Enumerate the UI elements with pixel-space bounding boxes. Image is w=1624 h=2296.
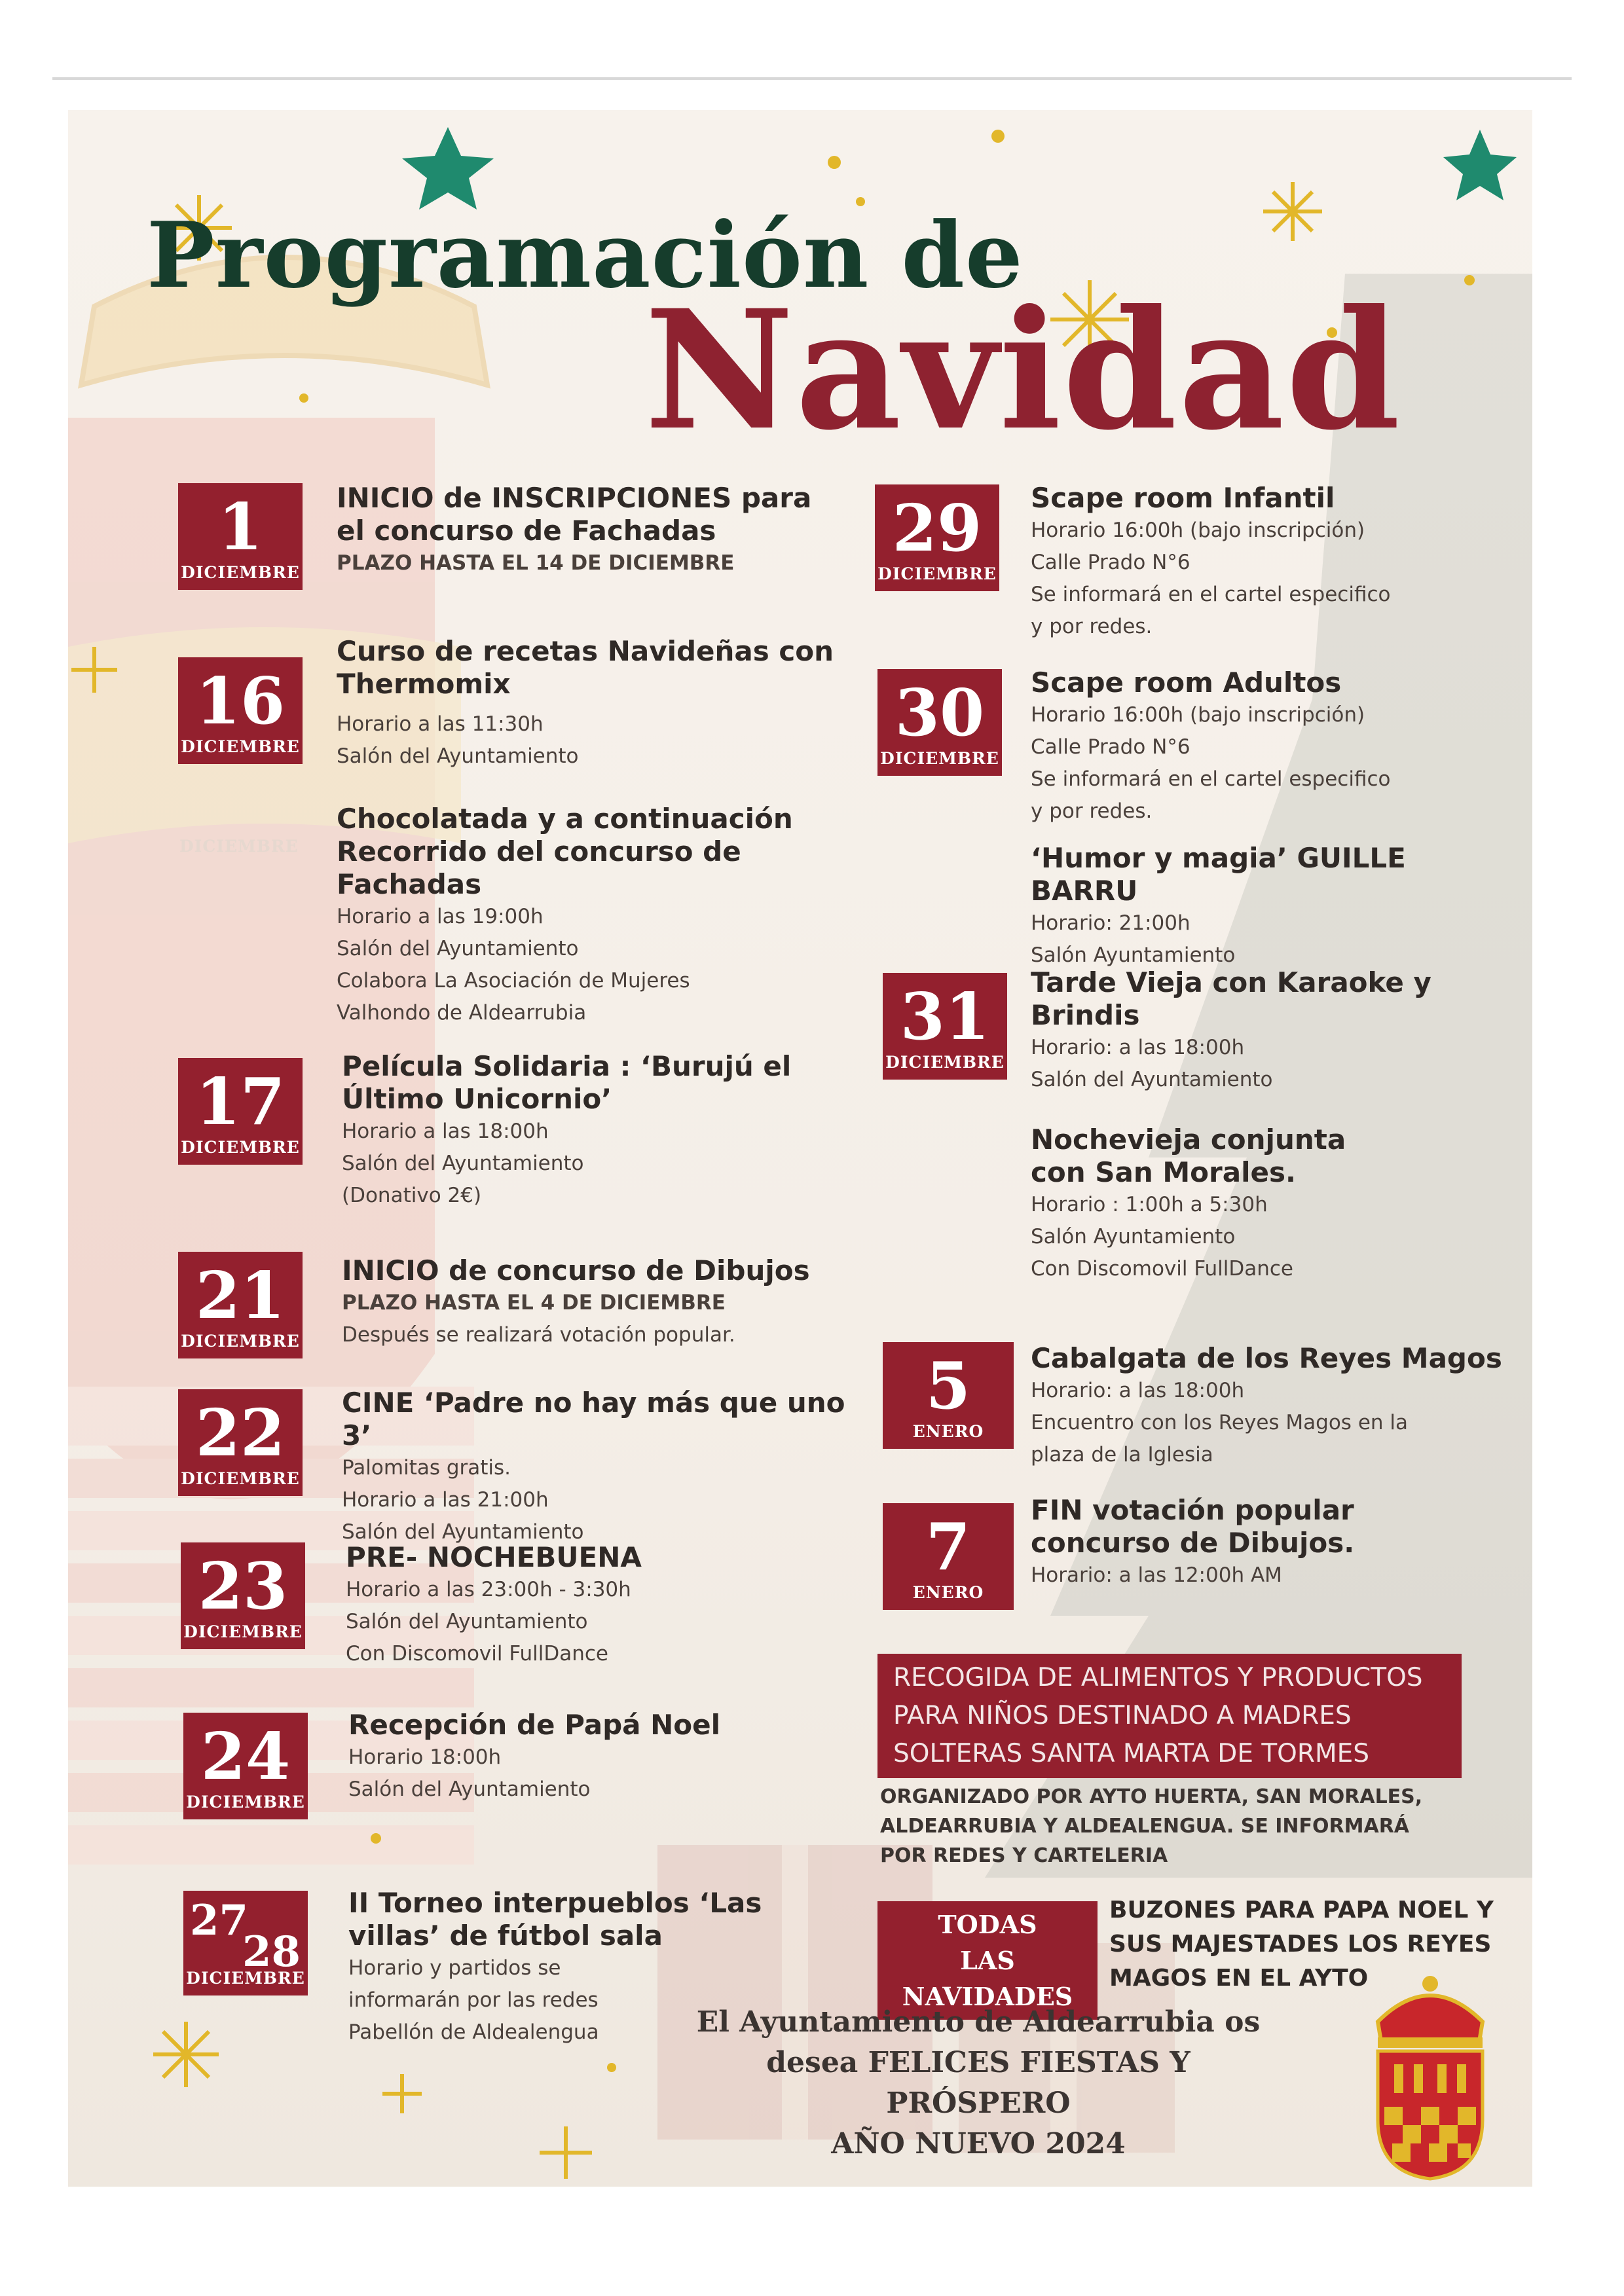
event-torneo-futbol-sala: II Torneo interpueblos ‘Las villas’ de fútbol sala Horario y partidos se informarán por las redes Pabellón de Aldealengua — [348, 1887, 762, 2044]
event-cabalgata-reyes-magos: Cabalgata de los Reyes Magos Horario: a las 18:00h Encuentro con los Reyes Magos en la plaza de la Iglesia — [1031, 1342, 1502, 1467]
poster — [68, 110, 1532, 2187]
event-chocolatada: Chocolatada y a continuación Recorrido del concurso de Fachadas Horario a las 19:00h Salón del Ayuntamiento Colabora La Asociación de Mujeres Valhondo de Aldearrubia — [337, 803, 793, 1025]
event-scape-room-adultos: Scape room Adultos Horario 16:00h (bajo inscripción) Calle Prado N°6 Se informará en el cartel especifico y por redes. — [1031, 666, 1391, 823]
recogida-alimentos-banner: RECOGIDA DE ALIMENTOS Y PRODUCTOS PARA NIÑOS DESTINADO A MADRES SOLTERAS SANTA MARTA DE TORMES — [877, 1654, 1462, 1778]
date-box-5-enero: 5 ENERO — [883, 1342, 1014, 1449]
date-box-1-diciembre: 1 DICIEMBRE — [178, 483, 303, 590]
faded-date-label: DICIEMBRE — [179, 837, 299, 856]
scan-border-line — [52, 77, 1572, 80]
event-recepcion-papa-noel: Recepción de Papá Noel Horario 18:00h Salón del Ayuntamiento — [348, 1709, 721, 1801]
buzones-text: BUZONES PARA PAPA NOEL Y SUS MAJESTADES LOS REYES MAGOS EN EL AYTO — [1109, 1897, 1494, 1992]
event-pelicula-solidaria: Película Solidaria : ‘Burujú el Último Unicornio’ Horario a las 18:00h Salón del Ayuntamiento (Donativo 2€) — [342, 1050, 792, 1207]
footer-greeting: El Ayuntamiento de Aldearrubia os desea FELICES FIESTAS Y PRÓSPERO AÑO NUEVO 2024 — [696, 2005, 1261, 2160]
date-box-31-diciembre: 31 DICIEMBRE — [883, 973, 1007, 1080]
date-box-30-diciembre: 30 DICIEMBRE — [877, 669, 1002, 776]
event-fin-votacion-popular: FIN votación popular concurso de Dibujos. Horario: a las 12:00h AM — [1031, 1494, 1355, 1587]
organizado-por-text: ORGANIZADO POR AYTO HUERTA, SAN MORALES, ALDEARRUBIA Y ALDEALENGUA. SE INFORMARÁ POR REDES Y CARTELERIA — [880, 1785, 1423, 1867]
star-icon-teal — [402, 127, 494, 210]
event-pre-nochebuena: PRE- NOCHEBUENA Horario a las 23:00h - 3:30h Salón del Ayuntamiento Con Discomovil FullDance — [346, 1541, 642, 1666]
event-inicio-concurso-dibujos: INICIO de concurso de Dibujos PLAZO HASTA EL 4 DE DICIEMBRE Después se realizará votación popular. — [342, 1254, 810, 1347]
event-inicio-inscripciones: INICIO de INSCRIPCIONES para el concurso de Fachadas PLAZO HASTA EL 14 DE DICIEMBRE — [337, 482, 812, 575]
event-tarde-vieja: Tarde Vieja con Karaoke y Brindis Horario: a las 18:00h Salón del Ayuntamiento — [1031, 966, 1431, 1091]
event-curso-recetas: Curso de recetas Navideñas con Thermomix Horario a las 11:30h Salón del Ayuntamiento — [337, 635, 834, 768]
star-icon-teal-right — [1443, 130, 1517, 200]
date-box-27-28-diciembre: 27 28 DICIEMBRE — [183, 1891, 308, 1995]
date-box-16-diciembre: 16 DICIEMBRE — [178, 657, 303, 764]
date-box-21-diciembre: 21 DICIEMBRE — [178, 1252, 303, 1358]
date-box-17-diciembre: 17 DICIEMBRE — [178, 1058, 303, 1165]
date-box-7-enero: 7 ENERO — [883, 1503, 1014, 1610]
aldearrubia-coat-of-arms-icon — [1365, 1969, 1496, 2185]
date-box-24-diciembre: 24 DICIEMBRE — [183, 1713, 308, 1819]
title-programacion: Programación de — [147, 202, 1024, 308]
date-box-23-diciembre: 23 DICIEMBRE — [181, 1542, 305, 1649]
todas-las-navidades-badge: TODAS LAS NAVIDADES — [877, 1901, 1098, 2020]
event-scape-room-infantil: Scape room Infantil Horario 16:00h (bajo inscripción) Calle Prado N°6 Se informará en el cartel especifico y por redes. — [1031, 482, 1391, 638]
date-box-22-diciembre: 22 DICIEMBRE — [178, 1389, 303, 1496]
event-humor-y-magia: ‘Humor y magia’ GUILLE BARRU Horario: 21:00h Salón Ayuntamiento — [1031, 842, 1406, 967]
date-box-29-diciembre: 29 DICIEMBRE — [875, 484, 999, 591]
event-cine-padre: CINE ‘Padre no hay más que uno 3’ Palomitas gratis. Horario a las 21:00h Salón del Ayuntamiento — [342, 1387, 845, 1544]
event-nochevieja-conjunta: Nochevieja conjunta con San Morales. Horario : 1:00h a 5:30h Salón Ayuntamiento Con Discomovil FullDance — [1031, 1123, 1346, 1281]
title-navidad: Navidad — [644, 274, 1402, 466]
